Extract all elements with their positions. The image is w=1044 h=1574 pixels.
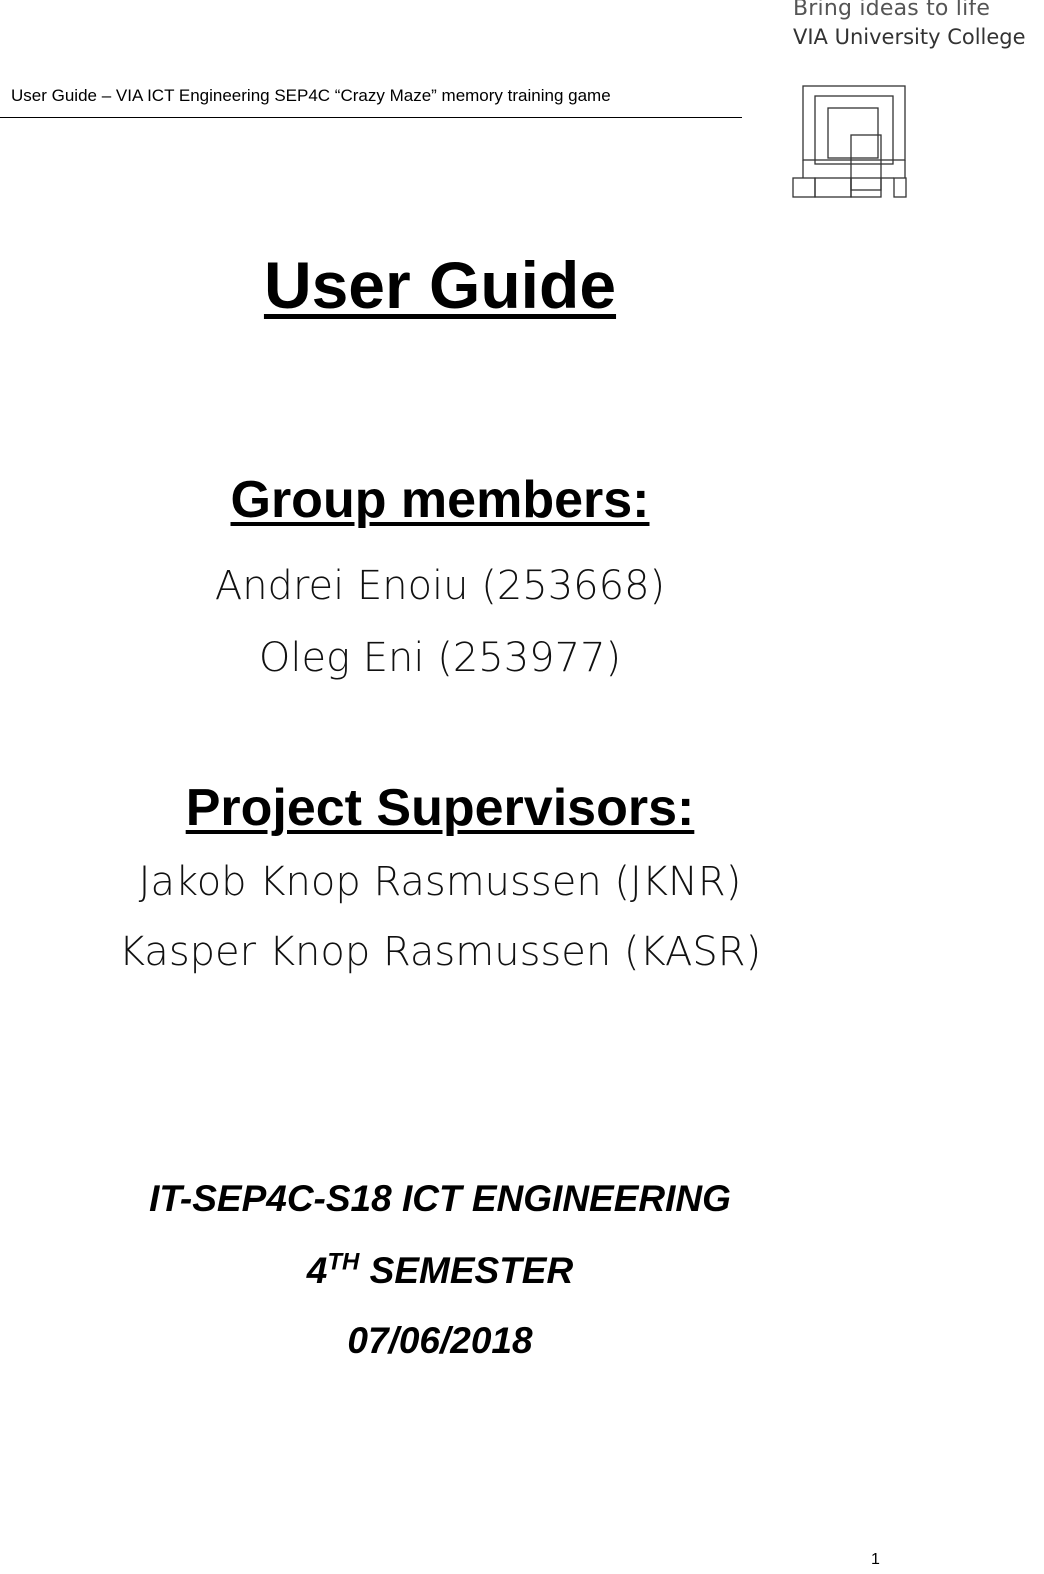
brand-tagline: Bring ideas to life <box>793 0 991 21</box>
supervisor-1: Jakob Knop Rasmussen (JKNR) <box>138 859 742 905</box>
page-number: 1 <box>871 1551 880 1568</box>
semester-word: SEMESTER <box>359 1250 574 1291</box>
group-members-heading: Group members: <box>230 471 650 529</box>
via-maze-logo-icon <box>790 82 914 207</box>
semester-line <box>0 1250 880 1292</box>
semester-suffix: TH <box>327 1248 360 1276</box>
group-member-1: Andrei Enoiu (253668) <box>214 563 666 609</box>
course-code: IT-SEP4C-S18 ICT ENGINEERING <box>149 1178 731 1219</box>
supervisors-heading: Project Supervisors: <box>185 779 695 837</box>
document-title: User Guide <box>263 248 617 322</box>
supervisor-2: Kasper Knop Rasmussen (KASR) <box>118 929 762 975</box>
semester-number: 4 <box>306 1250 328 1291</box>
organization-name: VIA University College <box>793 25 1026 49</box>
group-member-2: Oleg Eni (253977) <box>258 635 622 681</box>
document-date: 07/06/2018 <box>347 1320 533 1361</box>
running-header: User Guide – VIA ICT Engineering SEP4C “Crazy Maze” memory training game <box>11 86 611 105</box>
header-rule <box>0 117 742 118</box>
